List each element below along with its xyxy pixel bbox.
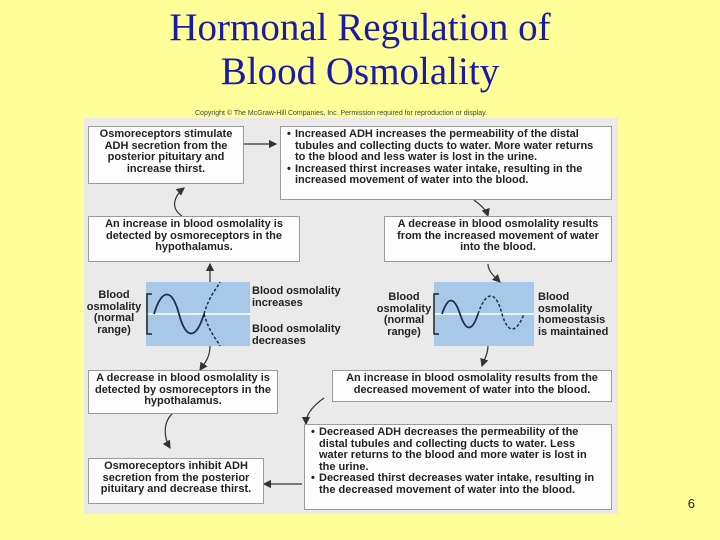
left-graph-axis-label: Blood osmolality (normal range) (86, 289, 142, 336)
page-number: 6 (687, 496, 695, 511)
left-graph-bottom-label: Blood osmolality decreases (252, 323, 341, 347)
arrow-increase-results-to-effects (306, 398, 324, 424)
right-graph-axis-label: Blood osmolality (normal range) (376, 291, 432, 338)
osmoreceptors-inhibit-box: Osmoreceptors inhibit ADH secretion from the posterior pituitary and decrease thirst. (88, 458, 264, 504)
arrow-effects-to-decrease-results (474, 200, 488, 216)
title-line-2: Blood Osmolality (220, 50, 500, 93)
arrow-graph-to-decrease-detected (200, 346, 210, 370)
slide-title (0, 6, 720, 94)
increase-effects-item: • Increased thirst increases water intake, resulting in the increased movement of water into the blood. (295, 164, 606, 187)
title-line-1: Hormonal Regulation of (169, 6, 551, 49)
arrow-decrease-results-to-graph (488, 264, 500, 282)
increase-effects-box (280, 126, 612, 200)
arrow-graph-to-increase-results (482, 346, 488, 366)
right-graph-side-label: Blood osmolality homeostasis is maintained (538, 291, 609, 338)
decrease-effects-item: • Decreased thirst decreases water intake, resulting in the decreased movement of water into the blood. (319, 473, 606, 496)
copyright-notice: Copyright © The McGraw-Hill Companies, Inc. Permission required for reproduction or display. (195, 110, 488, 117)
increase-effects-list (286, 129, 606, 187)
osmolality-diagram (84, 118, 618, 514)
arrow-increase-detected-to-stimulate (175, 188, 184, 216)
arrow-decrease-detected-to-inhibit (165, 412, 174, 448)
decrease-detected-box: A decrease in blood osmolality is detected by osmoreceptors in the hypothalamus. (88, 370, 278, 414)
increase-results-box: An increase in blood osmolality results from the decreased movement of water into the blood. (332, 370, 612, 402)
osmoreceptors-stimulate-box: Osmoreceptors stimulate ADH secretion from the posterior pituitary and increase thirst. (88, 126, 244, 184)
decrease-effects-list (310, 427, 606, 496)
decrease-effects-box (304, 424, 612, 510)
increase-effects-item: • Increased ADH increases the permeability of the distal tubules and collecting ducts to water. More water returns to the blood and less water is lost in the urine. (295, 129, 606, 164)
decrease-results-box: A decrease in blood osmolality results from the increased movement of water into the blood. (384, 216, 612, 262)
left-graph-top-label: Blood osmolality increases (252, 285, 341, 309)
increase-detected-box: An increase in blood osmolality is detected by osmoreceptors in the hypothalamus. (88, 216, 300, 262)
decrease-effects-item: • Decreased ADH decreases the permeability of the distal tubules and collecting ducts to water. Less water returns to the blood and more water is lost in the urine. (319, 427, 606, 473)
